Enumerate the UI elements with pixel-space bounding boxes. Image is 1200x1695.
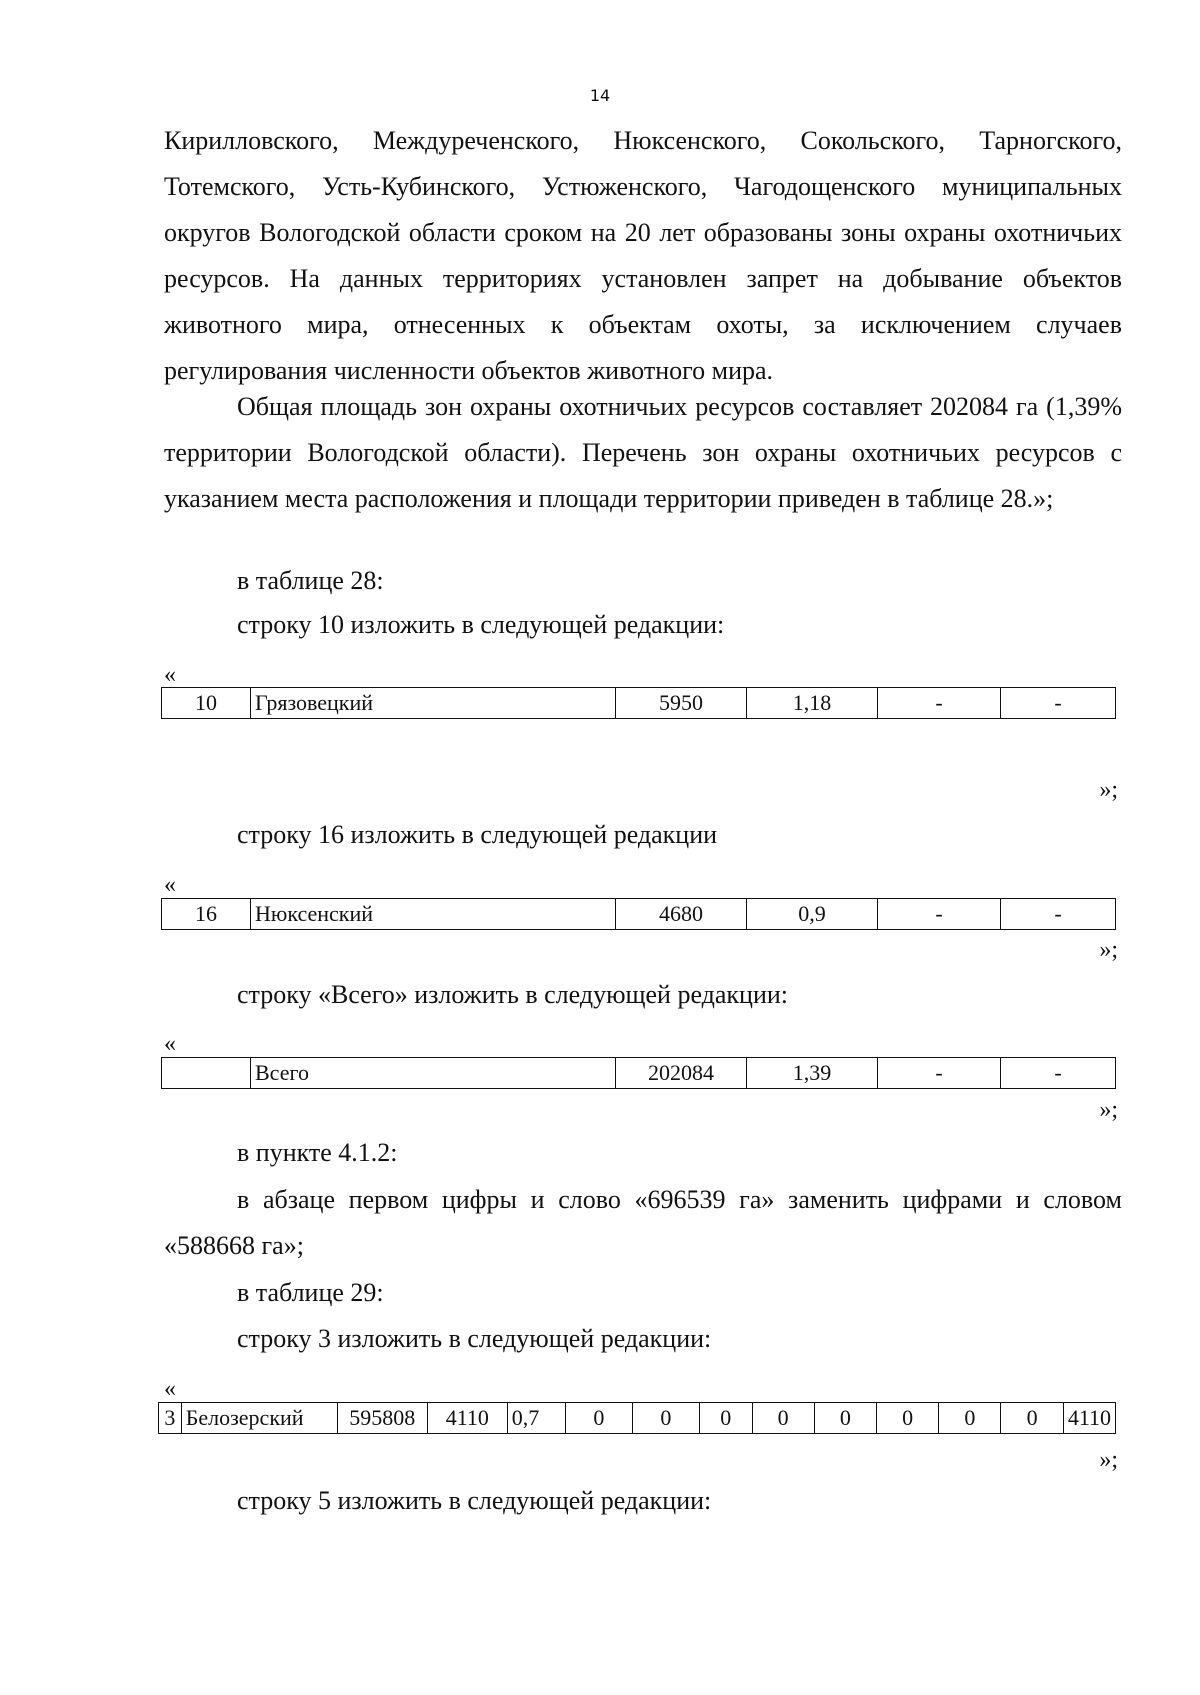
area-cell: 5950 (616, 688, 747, 719)
table-row (162, 688, 1116, 719)
area-cell: 202084 (616, 1058, 747, 1089)
row-number-cell: 3 (159, 1403, 182, 1434)
value-cell: 0 (939, 1403, 1001, 1434)
closing-quote: »; (1099, 1447, 1118, 1473)
opening-quote: « (164, 662, 176, 688)
area-cell: 4680 (616, 899, 747, 930)
dash-cell: - (878, 1058, 1001, 1089)
opening-quote: « (164, 872, 176, 898)
district-name-cell: Нюксенский (251, 899, 616, 930)
closing-quote: »; (1099, 777, 1118, 803)
percent-cell: 0,9 (747, 899, 878, 930)
percent-cell: 1,18 (747, 688, 878, 719)
value-cell: 595808 (337, 1403, 427, 1434)
row16-intro: строку 16 изложить в следующей редакции (237, 820, 718, 849)
point-412-replacement-text: в абзаце первом цифры и слово «696539 га» заменить цифрами и словом «588668 га»; (164, 1185, 1122, 1260)
value-cell: 0 (1001, 1403, 1063, 1434)
district-name-cell: Белозерский (181, 1403, 337, 1434)
value-cell: 4110 (1063, 1403, 1115, 1434)
value-cell: 4110 (427, 1403, 507, 1434)
row10-intro: строку 10 изложить в следующей редакции: (237, 610, 725, 639)
value-cell: 0 (699, 1403, 752, 1434)
row-number-cell (162, 1058, 251, 1089)
table28-row16 (161, 898, 1116, 930)
row-number-cell: 16 (162, 899, 251, 930)
dash-cell: - (1001, 688, 1116, 719)
page-number: 14 (589, 86, 611, 105)
table28-intro: в таблице 28: (237, 566, 384, 595)
paragraph-total-area: Общая площадь зон охраны охотничьих ресурсов составляет 202084 га (1,39% территории Вологодской области). Перечень зон охраны охотничьих ресурсов с указанием места расположения и площади территории приведен в таблице 28.»; (164, 392, 1122, 513)
opening-quote: « (164, 1376, 176, 1402)
dash-cell: - (1001, 1058, 1116, 1089)
total-row-intro: строку «Всего» изложить в следующей редакции: (237, 980, 789, 1009)
percent-cell: 1,39 (747, 1058, 878, 1089)
paragraph-zones-established: Кирилловского, Междуреченского, Нюксенского, Сокольского, Тарногского, Тотемского, Усть-Кубинского, Устюженского, Чагодощенского муниципальных округов Вологодской области сроком на 20 лет образованы зоны охраны охотничьих ресурсов. На данных территориях установлен запрет на добывание объектов животного мира, отнесенных к объектам охоты, за исключением случаев регулирования численности объектов животного мира. (164, 126, 1122, 385)
row5-intro: строку 5 изложить в следующей редакции: (237, 1486, 712, 1515)
value-cell: 0 (632, 1403, 699, 1434)
table28-total-row (161, 1057, 1116, 1089)
table-row (162, 899, 1116, 930)
value-cell: 0 (877, 1403, 939, 1434)
closing-quote: »; (1099, 937, 1118, 963)
table29-row3 (158, 1402, 1116, 1434)
district-name-cell: Всего (251, 1058, 616, 1089)
table29-intro: в таблице 29: (237, 1278, 384, 1307)
value-cell: 0 (565, 1403, 632, 1434)
dash-cell: - (878, 688, 1001, 719)
closing-quote: »; (1099, 1097, 1118, 1123)
table-row (162, 1058, 1116, 1089)
value-cell: 0 (814, 1403, 876, 1434)
district-name-cell: Грязовецкий (251, 688, 616, 719)
point-412-intro: в пункте 4.1.2: (237, 1138, 398, 1167)
opening-quote: « (164, 1031, 176, 1057)
dash-cell: - (1001, 899, 1116, 930)
row3-intro: строку 3 изложить в следующей редакции: (237, 1324, 712, 1353)
table28-row10 (161, 687, 1116, 719)
table-row (159, 1403, 1116, 1434)
row-number-cell: 10 (162, 688, 251, 719)
dash-cell: - (878, 899, 1001, 930)
value-cell: 0 (752, 1403, 814, 1434)
value-cell: 0,7 (507, 1403, 565, 1434)
